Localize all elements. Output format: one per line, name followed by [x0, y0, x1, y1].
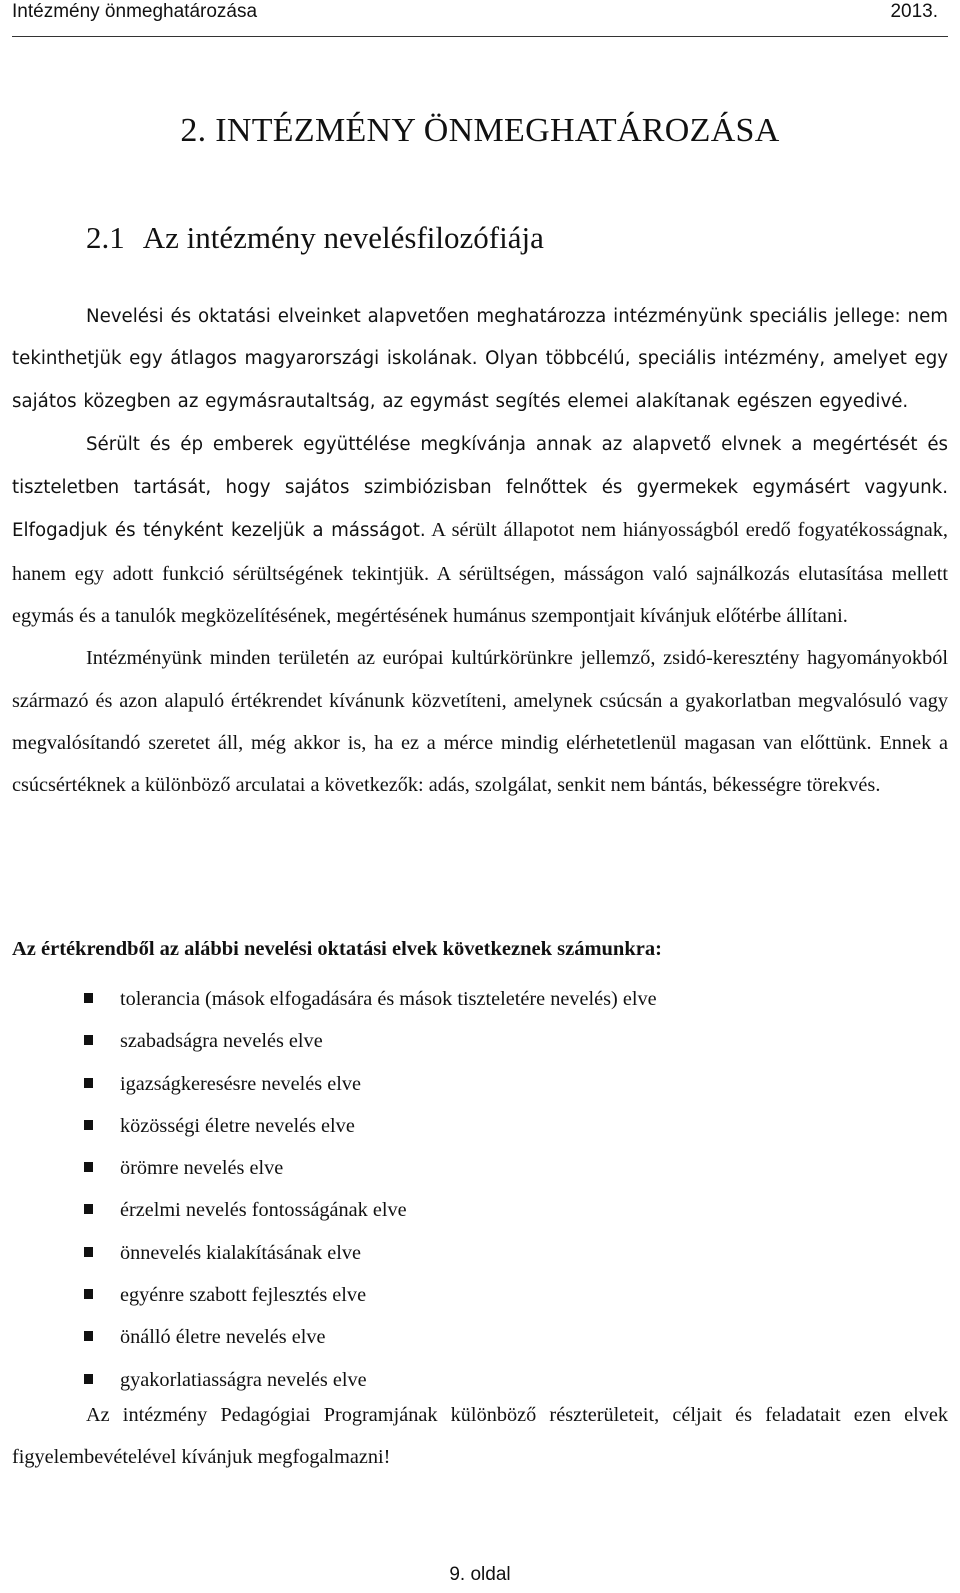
- list-item: [12, 1189, 657, 1231]
- list-item: [12, 1063, 657, 1105]
- list-item-text: önálló életre nevelés elve: [120, 1326, 326, 1349]
- list-item: [12, 1105, 657, 1147]
- section-heading: [86, 220, 544, 256]
- paragraph-2-part-a: Sérült és ép emberek együttélése megkívánja annak az alapvető elvnek a megértését és tiszteletben tartását, hogy sajátos szimbiózisban felnőttek és gyermekek egymásért vagyunk. Elfogadjuk és tényként kezeljük a másságot.: [12, 433, 948, 542]
- list-item-text: önnevelés kialakításának elve: [120, 1241, 362, 1264]
- square-bullet-icon: [84, 1331, 93, 1341]
- square-bullet-icon: [84, 993, 93, 1003]
- list-item-text: igazságkeresésre nevelés elve: [120, 1072, 361, 1095]
- square-bullet-icon: [84, 1035, 93, 1045]
- section-number: 2.1: [86, 220, 125, 255]
- square-bullet-icon: [84, 1247, 93, 1257]
- square-bullet-icon: [84, 1374, 93, 1384]
- list-item: [12, 1232, 657, 1274]
- list-item: [12, 1316, 657, 1358]
- paragraph-3: Intézményünk minden területén az európai kultúrkörünkre jellemző, zsidó-keresztény hagyományokból származó és azon alapuló értékrendet kívánunk közvetíteni, amelynek csúcsán a gyakorlatban megvalósuló vagy megvalósítandó szeretet áll, még akkor is, ha ez a mérce mindig elérhetetlenül magasan van előttünk. Ennek a csúcsértéknek a különböző arculatai a következők: adás, szolgálat, senkit nem bántás, békességre törekvés.: [12, 647, 948, 797]
- list-item: [12, 1147, 657, 1189]
- chapter-title: 2. INTÉZMÉNY ÖNMEGHATÁROZÁSA: [180, 112, 780, 149]
- square-bullet-icon: [84, 1078, 93, 1088]
- list-item-text: egyénre szabott fejlesztés elve: [120, 1284, 367, 1307]
- list-item-text: szabadságra nevelés elve: [120, 1030, 323, 1053]
- square-bullet-icon: [84, 1162, 93, 1172]
- square-bullet-icon: [84, 1289, 93, 1299]
- list-item-text: örömre nevelés elve: [120, 1157, 284, 1180]
- paragraph-2-part-b: A sérült állapotot nem hiányosságból eredő fogyatékosságnak, hanem egy adott funkció sérültségének tekintjük. A sérültségen, másságon való sajnálkozás elutasítása mellett egymás és a tanulók megközelítésének, megértésének humánus szempontjait kívánjuk előtérbe állítani.: [12, 519, 948, 628]
- list-item: [12, 978, 657, 1020]
- body-text: [12, 296, 948, 807]
- values-heading: Az értékrendből az alábbi nevelési oktatási elvek következnek számunkra:: [12, 938, 662, 960]
- list-item-text: gyakorlatiasságra nevelés elve: [120, 1368, 367, 1391]
- paragraph-1: Nevelési és oktatási elveinket alapvetően meghatározza intézményünk speciális jellege: nem tekinthetjük egy átlagos magyarországi iskolának. Olyan többcélú, speciális intézmény, amelyet egy sajátos közegben az egymásrautaltság, az egymást segítés elemei alakítanak egészen egyedivé.: [12, 306, 948, 412]
- header-title: Intézmény önmeghatározása: [12, 1, 258, 22]
- page-number: 9. oldal: [449, 1564, 511, 1585]
- section-title: Az intézmény nevelésfilozófiája: [142, 220, 544, 255]
- list-item-text: tolerancia (mások elfogadására és mások tiszteletére nevelés) elve: [120, 988, 657, 1010]
- header-year: 2013.: [890, 1, 938, 22]
- list-item-text: közösségi életre nevelés elve: [120, 1114, 355, 1137]
- closing-text: [12, 1394, 948, 1479]
- list-item-text: érzelmi nevelés fontosságának elve: [120, 1199, 407, 1222]
- closing-paragraph: Az intézmény Pedagógiai Programjának különböző részterületeit, céljait és feladatait ezen elvek figyelembevételével kívánjuk megfogalmazni!: [12, 1404, 948, 1469]
- paragraph-2: [12, 423, 948, 637]
- values-list: [12, 978, 657, 1401]
- square-bullet-icon: [84, 1120, 93, 1130]
- square-bullet-icon: [84, 1204, 93, 1214]
- list-item: [12, 1020, 657, 1062]
- page-header: [12, 0, 948, 37]
- list-item: [12, 1274, 657, 1316]
